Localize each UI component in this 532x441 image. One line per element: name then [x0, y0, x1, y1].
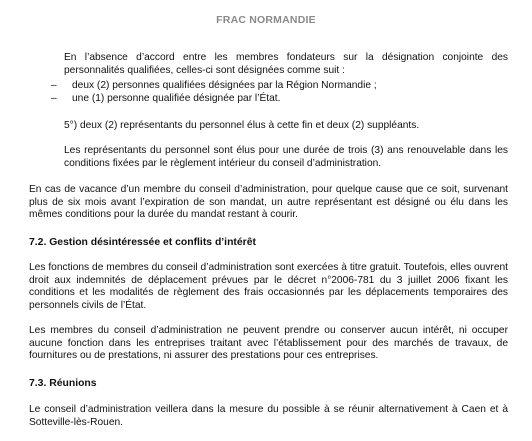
section-heading-7-2: 7.2. Gestion désintéressée et conflits d’intérêt — [29, 237, 256, 248]
bullet-dash: – — [51, 93, 57, 104]
paragraph-vacance: En cas de vacance d’un membre du conseil d’administration, pour quelque cause que ce soit, survenant plus de six mois avant l’expiration de son mandat, un autre représentant est désigné ou élu dans les mêmes conditions pour la durée du mandat restant à courir. — [29, 184, 508, 221]
section-heading-7-3: 7.3. Réunions — [29, 378, 97, 389]
paragraph-absence-accord: En l’absence d’accord entre les membres fondateurs sur la désignation conjointe des personnalités qualifiées, celles-ci sont désignées comme suit : — [64, 52, 508, 76]
page-header-title: FRAC NORMANDIE — [216, 14, 316, 26]
bullet-dash: – — [51, 80, 57, 91]
paragraph-reunions: Le conseil d’administration veillera dans la mesure du possible à se réunir alternativement à Caen et à Sotteville-lès-Rouen. — [29, 404, 508, 428]
paragraph-fonctions-gratuit: Les fonctions de membres du conseil d’administration sont exercées à titre gratuit. Toutefois, elles ouvrent droit aux indemnités de déplacement prévues par le décret n°2006-781 du 3 juillet 2006 fixant les conditions et les modalités de règlement des frais occasionnés par les déplacements temporaires des personnels civils de l’État. — [29, 262, 508, 311]
bullet-item-region — [29, 80, 508, 93]
paragraph-representants-5: 5°) deux (2) représentants du personnel élus à cette fin et deux (2) suppléants. — [64, 120, 420, 131]
bullet-text: deux (2) personnes qualifiées désignées par la Région Normandie ; — [72, 80, 377, 91]
paragraph-representants-election: Les représentants du personnel sont élus pour une durée de trois (3) ans renouvelable dans les conditions fixées par le règlement intérieur du conseil d’administration. — [64, 145, 508, 169]
bullet-text: une (1) personne qualifiée désignée par l’État. — [72, 93, 281, 104]
bullet-item-etat — [29, 93, 508, 106]
paragraph-membres-interet: Les membres du conseil d’administration ne peuvent prendre ou conserver aucun intérêt, ni occuper aucune fonction dans les entreprises traitant avec l’établissement pour des marchés de travaux, de fournitures ou de prestations, ni assurer des prestations pour ces entreprises. — [29, 325, 508, 362]
